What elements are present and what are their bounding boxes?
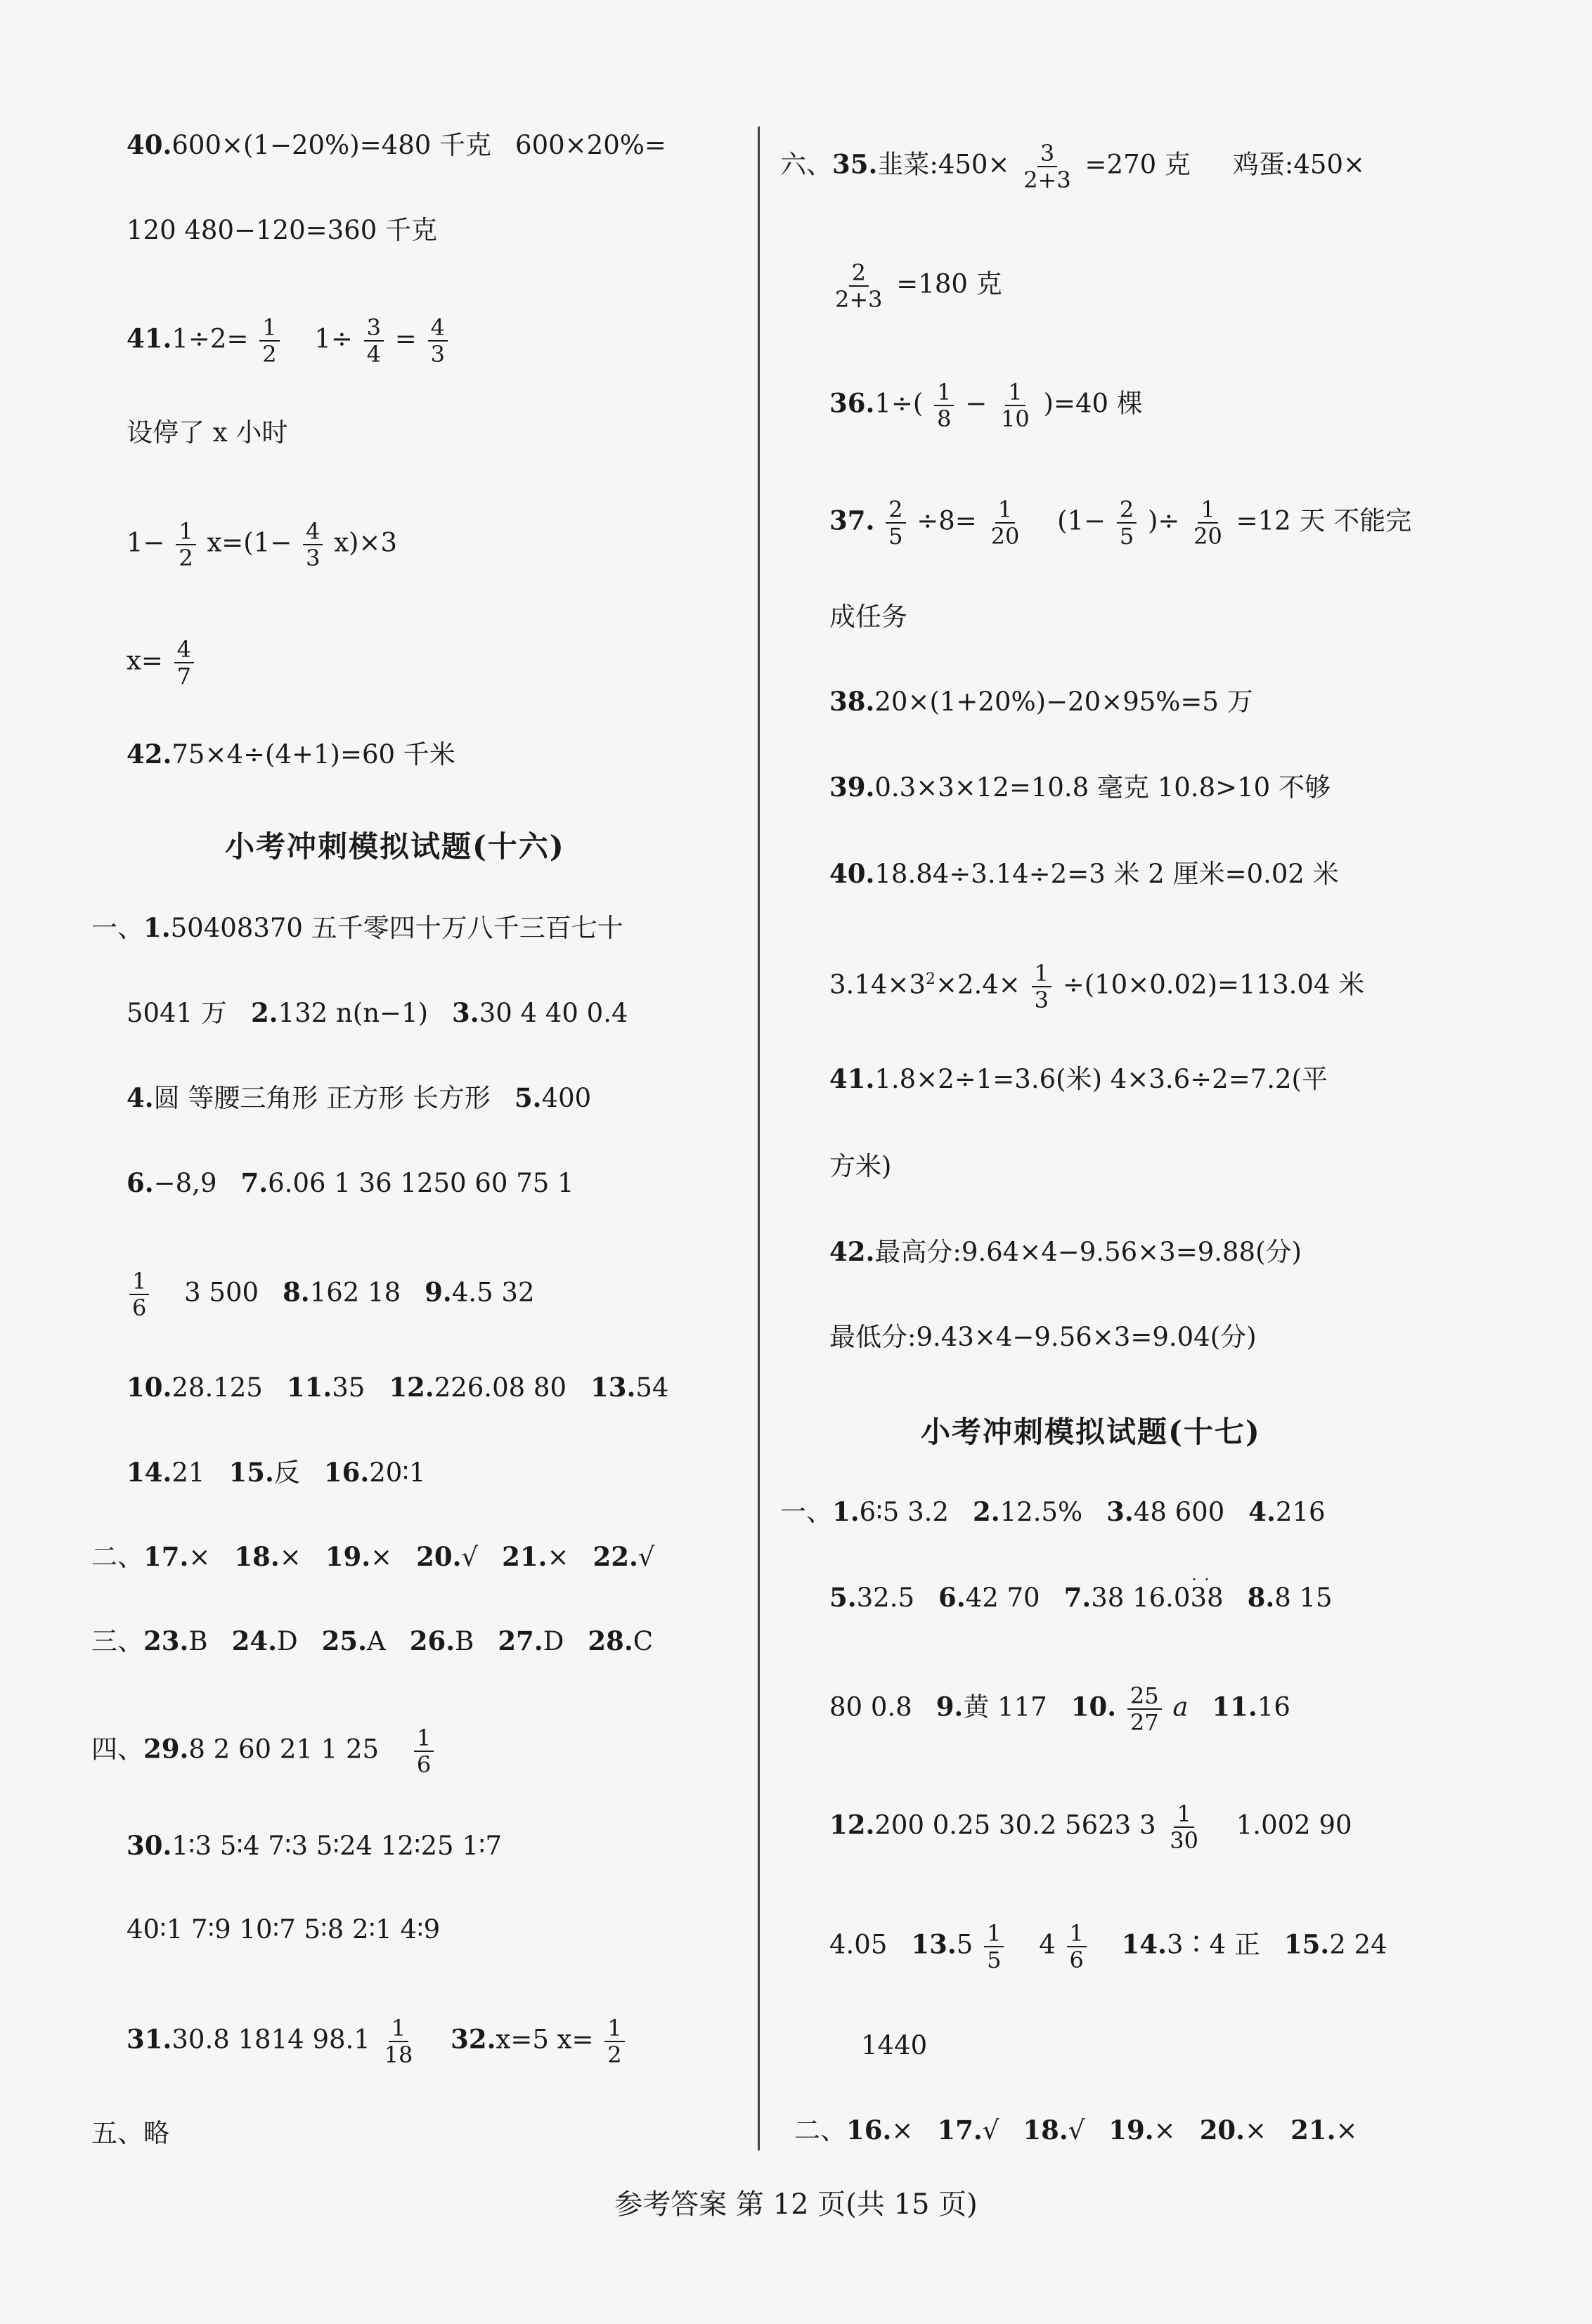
s16-part1-line3: 4.圆 等腰三角形 正方形 长方形 5.400 [127,1082,592,1113]
s16-part4-30: 30.1∶3 5∶4 7∶3 5∶24 12∶25 1∶7 [127,1830,503,1861]
answer-41: 41.1.8×2÷1=3.6(米) 4×3.6÷2=7.2(平 [829,1063,1328,1094]
s16-part4-31: 31.30.8 1814 98.1 $\frac{1}{18}$ 32.x=5 x= $\frac{1}{2}$ [127,2015,628,2067]
section-title-16: 小考冲刺模拟试题(十六) [225,829,565,864]
s17-part2: 二、16.× 17.√ 18.√ 19.× 20.× 21.× [794,2115,1358,2146]
fraction: $\frac{1}{6}$ [129,1268,149,1320]
section-title-17: 小考冲刺模拟试题(十七) [921,1415,1261,1449]
fraction: $\frac{3}{2+3}$ [1023,140,1071,193]
answer-41-equation: 1− $\frac{1}{2}$ x=(1− $\frac{4}{3}$ x)×3 [127,518,398,571]
s16-part1-line1: 一、1.50408370 五千零四十万八千三百七十 [91,912,623,943]
s17-part1-line1: 一、1.6∶5 3.2 2.12.5% 3.48 600 4.216 [780,1496,1326,1527]
s16-part5: 五、略 [91,2118,169,2148]
s16-part4-30b: 40∶1 7∶9 10∶7 5∶8 2∶1 4∶9 [127,1914,441,1945]
answer-41-set: 设停了 x 小时 [127,417,288,448]
page-footer: 参考答案 第 12 页(共 15 页) [614,2188,978,2221]
answer-39: 39.0.3×3×12=10.8 毫克 10.8>10 不够 [829,772,1331,803]
answer-37: 37. $\frac{2}{5}$ ÷8= $\frac{1}{20}$ (1− $\frac{2}{5}$ )÷ $\frac{1}{20}$ =12 天 不能完 [829,496,1412,550]
answer-38: 38.20×(1+20%)−20×95%=5 万 [829,686,1253,717]
answer-40: 40.600×(1−20%)=480 千克 600×20%= [127,129,666,160]
answer-42: 42.最高分:9.64×4−9.56×3=9.88(分) [829,1236,1302,1267]
fraction: $\frac{1}{18}$ [384,2015,413,2068]
s17-part1-line2: 5.32.5 6.42 70 7.38 16.0· · 38 8.8 15 [829,1581,1333,1614]
fraction: $\frac{1}{8}$ [934,379,954,431]
fraction: $\frac{3}{4}$ [364,315,384,367]
fraction: $\frac{1}{2}$ [604,2015,624,2067]
fraction: $\frac{1}{5}$ [984,1921,1004,1973]
fraction: $\frac{1}{20}$ [990,496,1020,550]
fraction: $\frac{2}{5}$ [1117,497,1137,549]
answer-35-cont: $\frac{2}{2+3}$ =180 克 [829,260,1002,312]
fraction: $\frac{1}{2}$ [259,315,279,367]
s16-part1-line4: 6.−8,9 7.6.06 1 36 1250 60 75 1 [127,1167,574,1198]
answer-41-solution: x= $\frac{4}{7}$ [127,637,197,689]
answer-42: 42.75×4÷(4+1)=60 千米 [127,739,455,770]
answer-40: 40.18.84÷3.14÷2=3 米 2 厘米=0.02 米 [829,858,1339,889]
s16-part1-line7: 14.21 15.反 16.20∶1 [127,1457,426,1488]
s16-part1-line6: 10.28.125 11.35 12.226.08 80 13.54 [127,1372,669,1403]
fraction: $\frac{2}{5}$ [886,497,905,549]
answer-40-cont: $3.14\times 3^2\times 2.4\times$ $\frac{1}{3}$ ÷(10×0.02)=113.04 米 [829,960,1365,1013]
fraction: $\frac{4}{7}$ [174,637,194,689]
s17-part1-line4: 12.200 0.25 30.2 5623 3 $\frac{1}{30}$ 1.002 90 [829,1800,1352,1854]
answer-40-cont: 120 480−120=360 千克 [127,215,438,245]
s16-part1-line5: $\frac{1}{6}$ 3 500 8.162 18 9.4.5 32 [127,1268,535,1320]
answer-41: 41.1÷2= $\frac{1}{2}$ 1÷ $\frac{3}{4}$ = $\frac{4}{3}$ [127,315,451,367]
fraction: $\frac{25}{27}$ [1127,1683,1162,1735]
fraction: $\frac{1}{6}$ [1067,1921,1087,1973]
fraction: $\frac{1}{10}$ [1001,379,1030,432]
fraction: $\frac{1}{6}$ [414,1725,434,1777]
fraction: $\frac{1}{2}$ [176,519,195,571]
fraction: $\frac{1}{30}$ [1170,1800,1198,1854]
fraction: $\frac{4}{3}$ [428,315,448,367]
answer-37-cont: 成任务 [829,602,907,632]
answer-36: 36.1÷( $\frac{1}{8}$ − $\frac{1}{10}$ )=40 棵 [829,379,1143,432]
s17-part1-line6: 1440 [861,2030,928,2060]
s17-part1-line5: 4.05 13.5 $\frac{1}{5}$ 4 $\frac{1}{6}$ 14.3∶4 正 15.2 24 [829,1920,1387,1973]
answer-42-cont: 最低分:9.43×4−9.56×3=9.04(分) [829,1322,1257,1352]
answer-41-cont: 方米) [829,1151,892,1181]
fraction: $\frac{1}{3}$ [1032,961,1051,1013]
fraction: $\frac{1}{20}$ [1193,496,1222,550]
fraction: $\frac{2}{2+3}$ [835,259,883,313]
column-divider [758,126,760,2150]
s16-part4-29: 四、29.8 2 60 21 1 25 $\frac{1}{6}$ [91,1725,436,1777]
answer-35: 六、35.韭菜:450× $\frac{3}{2+3}$ =270 克 鸡蛋:450× [780,140,1366,193]
fraction: $\frac{4}{3}$ [303,519,323,571]
s16-part3: 三、23.B 24.D 25.A 26.B 27.D 28.C [91,1625,654,1656]
s16-part1-line2: 5041 万 2.132 n(n−1) 3.30 4 40 0.4 [127,997,628,1028]
s16-part2: 二、17.× 18.× 19.× 20.√ 21.× 22.√ [91,1541,655,1572]
s17-part1-line3: 80 0.8 9.黄 117 10. $\frac{25}{27}$ a 11.16 [829,1682,1290,1736]
